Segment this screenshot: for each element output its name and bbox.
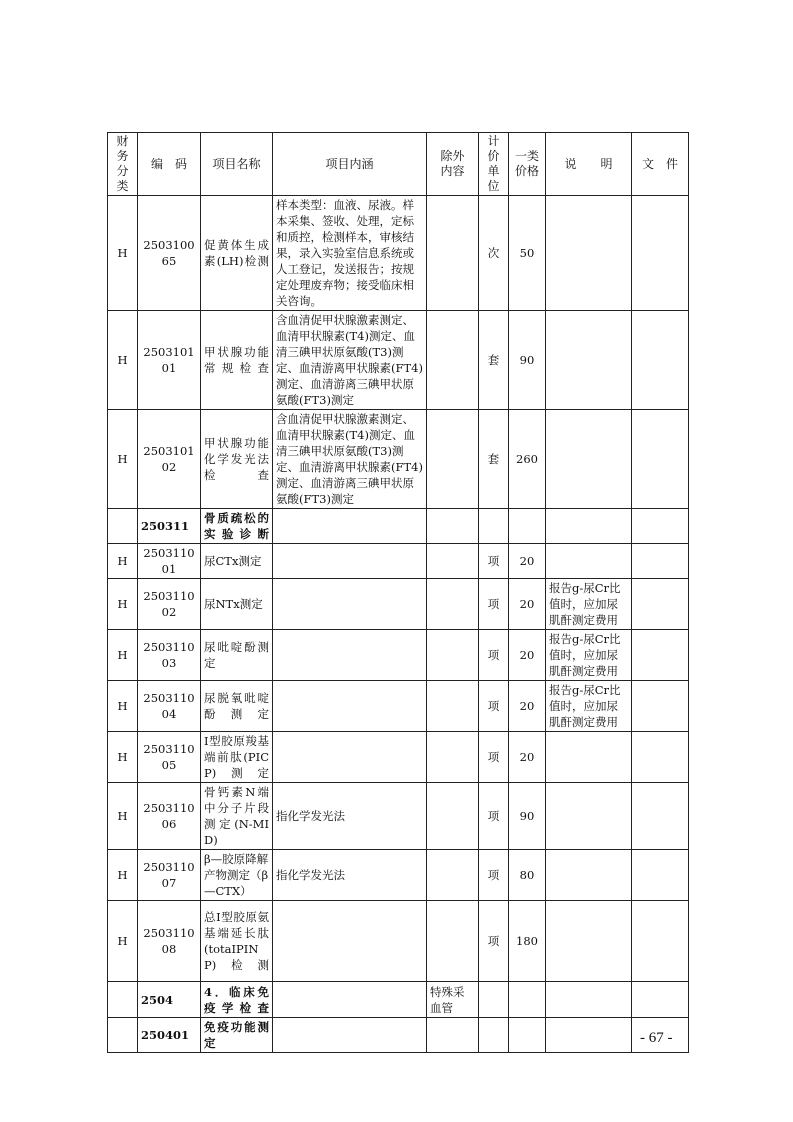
cell-name: β—胶原降解产物测定（β—CTX） — [201, 850, 273, 901]
cell-exclude — [427, 901, 479, 982]
cell-price: 20 — [509, 630, 546, 681]
table-row — [108, 630, 689, 681]
cell-desc — [273, 630, 427, 681]
cell-price: 260 — [509, 410, 546, 509]
cell-name: 骨质疏松的实验诊断 — [201, 509, 273, 544]
cell-file — [632, 579, 689, 630]
cell-file — [632, 901, 689, 982]
table-row — [108, 311, 689, 410]
header-code: 编 码 — [138, 133, 201, 196]
cell-price — [509, 1018, 546, 1053]
cell-note: 报告g-尿Cr比值时，应加尿肌酐测定费用 — [546, 630, 632, 681]
cell-desc: 含血清促甲状腺激素测定、血清甲状腺素(T4)测定、血清三碘甲状原氨酸(T3)测定、血清游离甲状腺素(FT4)测定、血清游离三碘甲状原氨酸(FT3)测定 — [273, 311, 427, 410]
cell-unit: 项 — [479, 850, 509, 901]
cell-exclude — [427, 196, 479, 311]
table-row — [108, 681, 689, 732]
cell-unit — [479, 1018, 509, 1053]
cell-name: 骨钙素N端中分子片段测定(N-MID) — [201, 783, 273, 850]
cell-price: 80 — [509, 850, 546, 901]
cell-exclude — [427, 311, 479, 410]
cell-price: 20 — [509, 579, 546, 630]
cell-fin: H — [108, 311, 138, 410]
cell-desc — [273, 544, 427, 579]
price-table — [107, 132, 689, 1053]
table-row — [108, 410, 689, 509]
table-row — [108, 732, 689, 783]
cell-name: 4．临床免疫学检查 — [201, 982, 273, 1018]
cell-name: 尿脱氧吡啶酚测定 — [201, 681, 273, 732]
cell-price: 180 — [509, 901, 546, 982]
cell-fin — [108, 1018, 138, 1053]
header-unit-line1: 计价 — [487, 134, 500, 163]
cell-note — [546, 732, 632, 783]
cell-code: 250311005 — [138, 732, 201, 783]
cell-exclude — [427, 1018, 479, 1053]
cell-price — [509, 509, 546, 544]
cell-name: 免疫功能测定 — [201, 1018, 273, 1053]
cell-code: 250311008 — [138, 901, 201, 982]
cell-exclude: 特殊采血管 — [427, 982, 479, 1018]
cell-file — [632, 544, 689, 579]
cell-note — [546, 544, 632, 579]
table-row — [108, 579, 689, 630]
cell-fin: H — [108, 630, 138, 681]
cell-file — [632, 509, 689, 544]
cell-code: 250310101 — [138, 311, 201, 410]
page-number: - 67 - — [640, 1030, 673, 1046]
table-row — [108, 196, 689, 311]
header-fin-cat — [108, 133, 138, 196]
header-note: 说 明 — [546, 133, 632, 196]
cell-unit: 套 — [479, 311, 509, 410]
cell-unit: 项 — [479, 579, 509, 630]
cell-note — [546, 783, 632, 850]
header-exclude — [427, 133, 479, 196]
cell-unit: 项 — [479, 901, 509, 982]
cell-note — [546, 311, 632, 410]
cell-name: 促黄体生成素(LH)检测 — [201, 196, 273, 311]
cell-name: 总I型胶原氨基端延长肽(totaIPINP)检测 — [201, 901, 273, 982]
cell-exclude — [427, 630, 479, 681]
cell-note — [546, 1018, 632, 1053]
cell-unit: 项 — [479, 681, 509, 732]
cell-fin: H — [108, 681, 138, 732]
header-name: 项目名称 — [201, 133, 273, 196]
cell-code: 2504 — [138, 982, 201, 1018]
cell-file — [632, 732, 689, 783]
cell-fin: H — [108, 410, 138, 509]
table-row — [108, 783, 689, 850]
cell-fin: H — [108, 732, 138, 783]
cell-price: 20 — [509, 544, 546, 579]
cell-note — [546, 901, 632, 982]
cell-price: 20 — [509, 732, 546, 783]
cell-unit: 项 — [479, 783, 509, 850]
header-price-line1: 一类 — [514, 149, 539, 163]
cell-code: 250311006 — [138, 783, 201, 850]
header-fin-cat-line1: 财务 — [116, 134, 129, 163]
cell-exclude — [427, 544, 479, 579]
table-row — [108, 850, 689, 901]
cell-code: 250311007 — [138, 850, 201, 901]
cell-fin: H — [108, 196, 138, 311]
cell-fin: H — [108, 850, 138, 901]
cell-name: 甲状腺功能常规检查 — [201, 311, 273, 410]
header-exclude-line1: 除外 — [440, 149, 465, 163]
header-price-line2: 价格 — [514, 164, 539, 178]
cell-name: I型胶原羧基端前肽(PICP)测定 — [201, 732, 273, 783]
cell-exclude — [427, 783, 479, 850]
header-row — [108, 133, 689, 196]
cell-code: 250310102 — [138, 410, 201, 509]
cell-note: 报告g-尿Cr比值时，应加尿肌酐测定费用 — [546, 579, 632, 630]
table-row — [108, 544, 689, 579]
header-fin-cat-line2: 分类 — [116, 164, 129, 193]
cell-desc: 样本类型：血液、尿液。样本采集、签收、处理，定标和质控，检测样本，审核结果，录入实验室信息系统或人工登记，发送报告；按规定处理废弃物；接受临床相关咨询。 — [273, 196, 427, 311]
cell-desc — [273, 901, 427, 982]
cell-desc — [273, 579, 427, 630]
category-row — [108, 982, 689, 1018]
cell-price: 90 — [509, 311, 546, 410]
cell-price — [509, 982, 546, 1018]
cell-exclude — [427, 732, 479, 783]
cell-unit: 项 — [479, 630, 509, 681]
cell-unit: 项 — [479, 544, 509, 579]
cell-desc — [273, 681, 427, 732]
cell-name: 尿CTx测定 — [201, 544, 273, 579]
cell-file — [632, 850, 689, 901]
cell-fin: H — [108, 579, 138, 630]
cell-fin: H — [108, 901, 138, 982]
cell-desc — [273, 1018, 427, 1053]
cell-price: 90 — [509, 783, 546, 850]
cell-price: 50 — [509, 196, 546, 311]
cell-desc — [273, 732, 427, 783]
cell-file — [632, 196, 689, 311]
cell-note — [546, 850, 632, 901]
cell-note — [546, 509, 632, 544]
cell-unit: 次 — [479, 196, 509, 311]
cell-note — [546, 982, 632, 1018]
cell-code: 250311002 — [138, 579, 201, 630]
cell-code: 250401 — [138, 1018, 201, 1053]
cell-name: 尿NTx测定 — [201, 579, 273, 630]
cell-file — [632, 410, 689, 509]
cell-code: 250311001 — [138, 544, 201, 579]
cell-code: 250311003 — [138, 630, 201, 681]
cell-fin: H — [108, 783, 138, 850]
cell-unit — [479, 509, 509, 544]
cell-note — [546, 410, 632, 509]
cell-price: 20 — [509, 681, 546, 732]
cell-desc — [273, 982, 427, 1018]
cell-fin: H — [108, 544, 138, 579]
cell-unit: 项 — [479, 732, 509, 783]
cell-file — [632, 982, 689, 1018]
cell-file — [632, 311, 689, 410]
cell-exclude — [427, 850, 479, 901]
cell-fin — [108, 982, 138, 1018]
cell-exclude — [427, 681, 479, 732]
cell-exclude — [427, 410, 479, 509]
header-unit — [479, 133, 509, 196]
header-file: 文 件 — [632, 133, 689, 196]
header-price — [509, 133, 546, 196]
cell-code: 250310065 — [138, 196, 201, 311]
cell-desc — [273, 509, 427, 544]
table-row — [108, 901, 689, 982]
cell-file — [632, 630, 689, 681]
cell-file — [632, 783, 689, 850]
cell-desc: 含血清促甲状腺激素测定、血清甲状腺素(T4)测定、血清三碘甲状原氨酸(T3)测定、血清游离甲状腺素(FT4)测定、血清游离三碘甲状原氨酸(FT3)测定 — [273, 410, 427, 509]
header-desc: 项目内涵 — [273, 133, 427, 196]
cell-desc: 指化学发光法 — [273, 850, 427, 901]
header-unit-line2: 单位 — [487, 164, 500, 193]
cell-code: 250311 — [138, 509, 201, 544]
cell-note — [546, 196, 632, 311]
header-exclude-line2: 内容 — [440, 164, 465, 178]
cell-exclude — [427, 509, 479, 544]
cell-file — [632, 681, 689, 732]
cell-name: 甲状腺功能化学发光法检查 — [201, 410, 273, 509]
cell-unit — [479, 982, 509, 1018]
cell-fin — [108, 509, 138, 544]
cell-note: 报告g-尿Cr比值时，应加尿肌酐测定费用 — [546, 681, 632, 732]
category-row — [108, 509, 689, 544]
cell-exclude — [427, 579, 479, 630]
cell-code: 250311004 — [138, 681, 201, 732]
cell-desc: 指化学发光法 — [273, 783, 427, 850]
cell-unit: 套 — [479, 410, 509, 509]
cell-name: 尿吡啶酚测定 — [201, 630, 273, 681]
category-row — [108, 1018, 689, 1053]
